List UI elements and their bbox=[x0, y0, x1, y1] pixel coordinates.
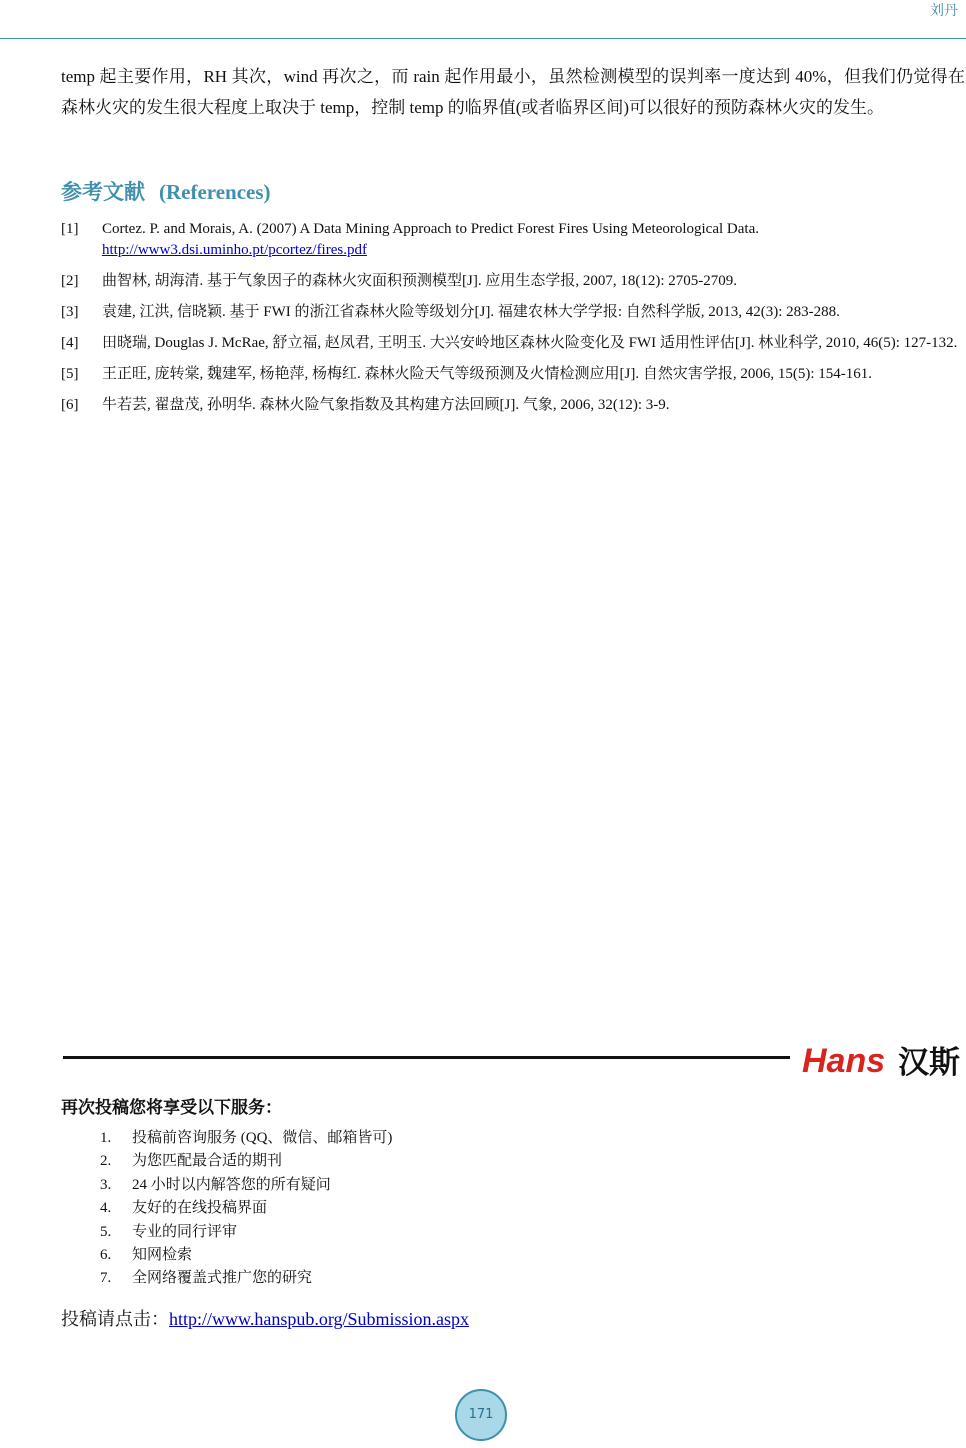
reference-text: 王正旺, 庞转棠, 魏建军, 杨艳萍, 杨梅红. 森林火险天气等级预测及火情检测应用[J]. 自然灾害学报, 2006, 15(5): 154-161. bbox=[102, 366, 872, 382]
reference-number: [1] bbox=[61, 221, 79, 237]
reference-item-3 bbox=[61, 302, 965, 323]
service-text: 24 小时以内解答您的所有疑问 bbox=[132, 1176, 331, 1193]
submission-line bbox=[61, 1305, 469, 1331]
service-number: 6. bbox=[100, 1247, 112, 1264]
reference-number: [6] bbox=[61, 397, 79, 413]
service-item bbox=[100, 1174, 392, 1197]
reference-item-2 bbox=[61, 271, 965, 292]
reference-number: [5] bbox=[61, 366, 79, 382]
reference-item-4 bbox=[61, 333, 965, 354]
service-item bbox=[100, 1221, 392, 1244]
service-number: 3. bbox=[100, 1176, 112, 1193]
reference-text: 曲智林, 胡海清. 基于气象因子的森林火灾面积预测模型[J]. 应用生态学报, 2007, 18(12): 2705-2709. bbox=[102, 273, 737, 289]
reference-number: [4] bbox=[61, 335, 79, 351]
service-number: 7. bbox=[100, 1270, 112, 1287]
service-text: 知网检索 bbox=[132, 1247, 193, 1264]
services-heading: 再次投稿您将享受以下服务： bbox=[61, 1098, 282, 1117]
submission-label: 投稿请点击： bbox=[61, 1309, 169, 1329]
service-text: 投稿前咨询服务 (QQ、微信、邮箱皆可) bbox=[132, 1130, 393, 1146]
logo-text-en: Hans bbox=[802, 1042, 886, 1079]
service-number: 4. bbox=[100, 1200, 112, 1217]
submission-link[interactable]: http://www.hanspub.org/Submission.aspx bbox=[169, 1309, 470, 1329]
reference-text: Cortez. P. and Morais, A. (2007) A Data Mining Approach to Predict Forest Fires Using Meteorological Data. bbox=[102, 221, 759, 237]
page-number-badge: 171 bbox=[455, 1389, 507, 1441]
footer-divider bbox=[63, 1056, 790, 1059]
service-item bbox=[100, 1197, 392, 1220]
header-divider bbox=[0, 38, 966, 39]
service-item bbox=[100, 1150, 392, 1173]
services-list bbox=[100, 1127, 392, 1291]
reference-item-6 bbox=[61, 395, 965, 416]
service-text: 专业的同行评审 bbox=[132, 1223, 238, 1240]
reference-link[interactable]: http://www3.dsi.uminho.pt/pcortez/fires.pdf bbox=[102, 242, 367, 258]
reference-item-5 bbox=[61, 364, 965, 385]
service-number: 5. bbox=[100, 1223, 112, 1240]
running-header-author: 刘丹 bbox=[930, 4, 958, 19]
references-heading bbox=[61, 176, 271, 206]
references-heading-cn: 参考文献 bbox=[61, 180, 145, 204]
reference-text: 袁建, 江洪, 信晓颖. 基于 FWI 的浙江省森林火险等级划分[J]. 福建农林大学学报: 自然科学版, 2013, 42(3): 283-288. bbox=[102, 304, 840, 320]
logo-text-cn: 汉斯 bbox=[898, 1045, 960, 1079]
service-item bbox=[100, 1267, 392, 1290]
service-item bbox=[100, 1127, 392, 1150]
body-paragraph: temp 起主要作用，RH 其次，wind 再次之，而 rain 起作用最小，虽然检测模型的误判率一度达到 40%，但我们仍觉得在森林火灾的发生很大程度上取决于 temp，控制 temp 的临界值(或者临界区间)可以很好的预防森林火灾的发生。 bbox=[61, 67, 965, 117]
service-text: 友好的在线投稿界面 bbox=[132, 1200, 268, 1217]
service-number: 1. bbox=[100, 1130, 112, 1146]
reference-number: [3] bbox=[61, 304, 79, 320]
service-number: 2. bbox=[100, 1153, 112, 1170]
reference-number: [2] bbox=[61, 273, 79, 289]
service-text: 全网络覆盖式推广您的研究 bbox=[132, 1270, 313, 1287]
reference-text: 牛若芸, 翟盘茂, 孙明华. 森林火险气象指数及其构建方法回顾[J]. 气象, 2006, 32(12): 3-9. bbox=[102, 397, 670, 413]
service-item bbox=[100, 1244, 392, 1267]
service-text: 为您匹配最合适的期刊 bbox=[132, 1153, 283, 1170]
hans-logo bbox=[800, 1041, 964, 1079]
references-heading-en: (References) bbox=[159, 180, 271, 204]
reference-text: 田晓瑞, Douglas J. McRae, 舒立福, 赵凤君, 王明玉. 大兴安岭地区森林火险变化及 FWI 适用性评估[J]. 林业科学, 2010, 46(5): 127-132. bbox=[102, 335, 958, 351]
reference-list bbox=[61, 219, 965, 426]
reference-item-1 bbox=[61, 219, 965, 261]
